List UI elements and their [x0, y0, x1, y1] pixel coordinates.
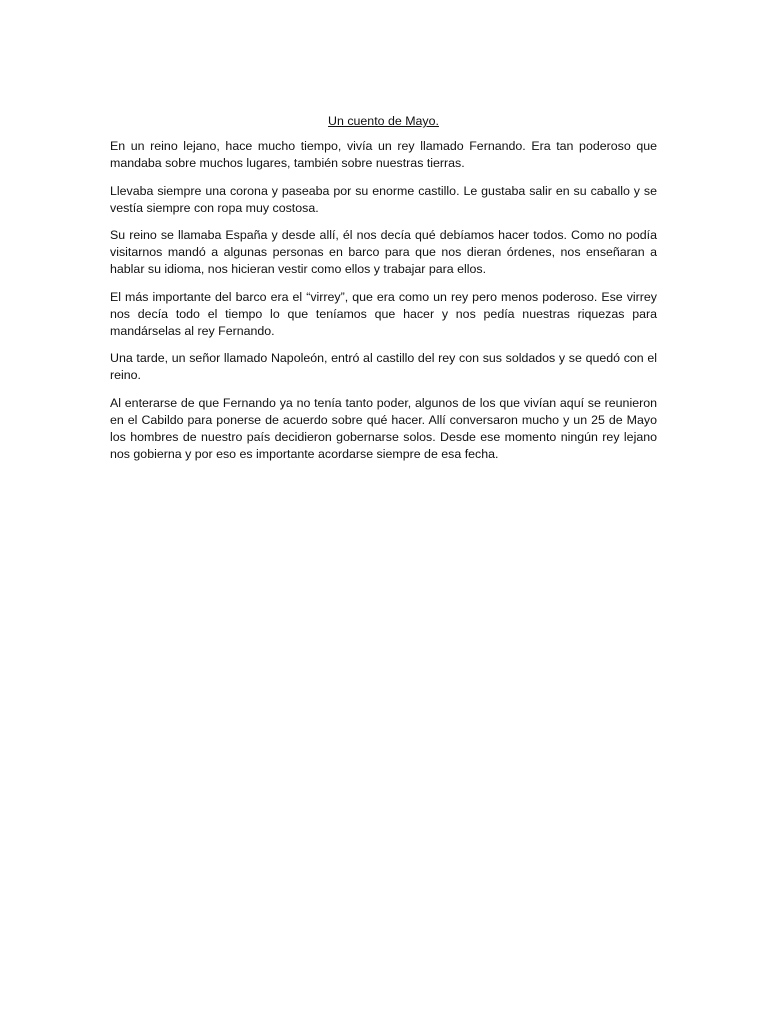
paragraph-4: El más importante del barco era el “virrey”, que era como un rey pero menos poderoso. Ese virrey nos decía todo el tiempo lo que teníamos que hacer y nos pedía nuestras riquezas para mandárselas al rey Fernando. [110, 289, 657, 339]
document-body [110, 113, 657, 473]
document-title: Un cuento de Mayo. [328, 114, 439, 128]
paragraph-3: Su reino se llamaba España y desde allí, él nos decía qué debíamos hacer todos. Como no podía visitarnos mandó a algunas personas en barco para que nos dieran órdenes, nos enseñaran a hablar su idioma, nos hicieran vestir como ellos y trabajar para ellos. [110, 228, 657, 277]
paragraph-6: Al enterarse de que Fernando ya no tenía tanto poder, algunos de los que vivían aquí se reunieron en el Cabildo para ponerse de acuerdo sobre qué hacer. Allí conversaron mucho y un 25 de Mayo los hombres de nuestro país decidieron gobernarse solos. Desde ese momento ningún rey lejano nos gobierna y por eso es importante acordarse siempre de esa fecha. [110, 395, 657, 462]
paragraph-2: Llevaba siempre una corona y paseaba por su enorme castillo. Le gustaba salir en su caballo y se vestía siempre con ropa muy costosa. [110, 183, 657, 215]
paragraph-5: Una tarde, un señor llamado Napoleón, entró al castillo del rey con sus soldados y se quedó con el reino. [110, 351, 657, 383]
paragraph-1: En un reino lejano, hace mucho tiempo, vivía un rey llamado Fernando. Era tan poderoso que mandaba sobre muchos lugares, también sobre nuestras tierras. [110, 139, 657, 171]
